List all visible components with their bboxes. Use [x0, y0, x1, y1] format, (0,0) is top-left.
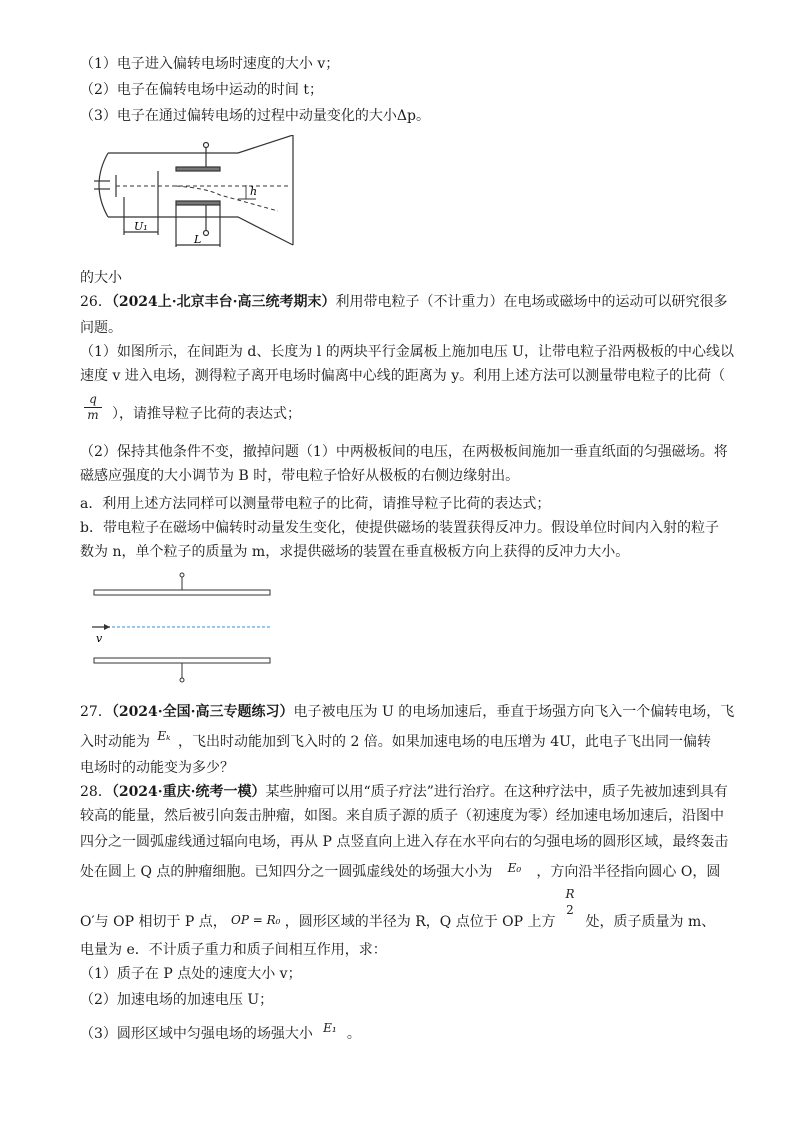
q27-number: 27． — [80, 704, 112, 720]
q28-line4 — [80, 862, 720, 882]
q26-part-b1: b．带电粒子在磁场中偏转时动量发生变化，使提供磁场的装置获得反冲力。假设单位时间内入射的粒子 — [80, 520, 719, 536]
q28-l1: 某些肿瘤可以用“质子疗法”进行治疗。在这种疗法中，质子先被加速到具有 — [265, 784, 728, 800]
q28-s2: （2）加速电场的加速电压 U； — [80, 992, 274, 1008]
q28-s1: （1）质子在 P 点处的速度大小 v； — [80, 966, 302, 982]
label-v: v — [96, 632, 103, 645]
frac-denominator: m — [84, 407, 102, 422]
q28-l4a: 处在圆上 Q 点的肿瘤细胞。已知四分之一圆弧虚线处的场强大小为 — [80, 864, 493, 880]
q26-line1 — [80, 292, 728, 312]
q28-number: 28． — [80, 784, 112, 800]
q26-p1b: 速度 v 进入电场，测得粒子离开电场时偏离中心线的距离为 y。利用上述方法可以测量带电粒子的比荷（ — [80, 368, 726, 384]
q28-l2: 较高的能量，然后被引向轰击肿瘤，如图。来自质子源的质子（初速度为零）经加速电场加速后，沿图中 — [80, 808, 724, 824]
q28-l5a: O′与 OP 相切于 P 点， — [80, 914, 227, 930]
q25-sub2: （2）电子在偏转电场中运动的时间 t； — [80, 82, 323, 98]
q28-line-s3 — [80, 1021, 361, 1044]
q27-l2a: 入时动能为 — [80, 734, 150, 750]
q28-l5b: ，圆形区域的半径为 R，Q 点位于 OP 上方 — [284, 914, 556, 930]
e0-symbol: E₀ — [507, 861, 522, 875]
q25-tail: 的大小 — [80, 270, 122, 286]
q28-line1 — [80, 782, 728, 802]
q26-intro-b: 问题。 — [80, 320, 122, 336]
q26-ratio-fraction — [84, 392, 102, 422]
e1-symbol: E₁ — [323, 1021, 337, 1035]
q27-l1: 电子被电压为 U 的电场加速后，垂直于场强方向飞入一个偏转电场，飞 — [293, 704, 735, 720]
ek-symbol: Eₖ — [157, 729, 171, 743]
q28-l5c: 处，质子质量为 m、 — [585, 914, 716, 930]
crt-diagram — [88, 135, 308, 255]
q27-line2 — [80, 729, 711, 752]
q26-p2a: （2）保持其他条件不变，撤掉问题（1）中两极板间的电压，在两极板间施加一垂直纸面的匀强磁场。将 — [80, 444, 728, 460]
q27-l2b: ，飞出时动能加到飞入时的 2 倍。如果加速电场的电压增为 4U，此电子飞出同一偏转 — [178, 734, 711, 750]
q28-s3a: （3）圆形区域中匀强电场的场强大小 — [80, 1026, 313, 1042]
q28-line5 — [80, 912, 715, 932]
q26-p2b: 磁感应强度的大小调节为 B 时，带电粒子恰好从极板的右侧边缘射出。 — [80, 468, 520, 484]
q26-part-b2: 数为 n，单个粒子的质量为 m，求提供磁场的装置在垂直极板方向上获得的反冲力大小。 — [80, 544, 630, 560]
frac-numerator: q — [89, 392, 97, 406]
label-h: h — [250, 185, 258, 198]
q28-s3b: 。 — [346, 1026, 361, 1042]
q28-l4b: ，方向沿半径指向圆心 O，圆 — [536, 864, 721, 880]
q26-intro-a: 利用带电粒子（不计重力）在电场或磁场中的运动可以研究很多 — [335, 294, 728, 310]
q25-sub1: （1）电子进入偏转电场时速度的大小 v； — [80, 56, 340, 72]
q26-source: （2024上·北京丰台·高三统考期末） — [111, 294, 336, 310]
frac-2: 2 — [566, 903, 574, 917]
frac-r: R — [565, 887, 575, 901]
label-l: L — [194, 233, 202, 246]
q26-part-a: a．利用上述方法同样可以测量带电粒子的比荷，请推导粒子比荷的表达式； — [80, 496, 551, 512]
q26-p1c: ），请推导粒子比荷的表达式； — [112, 406, 301, 422]
q28-source: （2024·重庆·统考一模） — [111, 784, 266, 800]
op-formula: OP = R₀ — [231, 913, 281, 927]
q25-sub3: （3）电子在通过偏转电场的过程中动量变化的大小Δp。 — [80, 108, 430, 124]
parallel-plates-diagram — [88, 570, 278, 688]
q26-number: 26． — [80, 294, 112, 310]
q27-l3: 电场时的动能变为多少？ — [80, 760, 234, 776]
q27-line1 — [80, 702, 734, 722]
label-u1: U₁ — [134, 220, 148, 233]
q27-source: （2024·全国·高三专题练习） — [111, 704, 294, 720]
q28-l3: 四分之一圆弧虚线通过辐向电场，再从 P 点竖直向上进入存在水平向右的匀强电场的圆形区域，最终轰击 — [80, 834, 729, 850]
q28-l6: 电量为 e．不计质子重力和质子间相互作用，求： — [80, 942, 387, 958]
q26-p1a: （1）如图所示，在间距为 d、长度为 l 的两块平行金属板上施加电压 U，让带电粒子沿两极板的中心线以 — [80, 344, 734, 360]
